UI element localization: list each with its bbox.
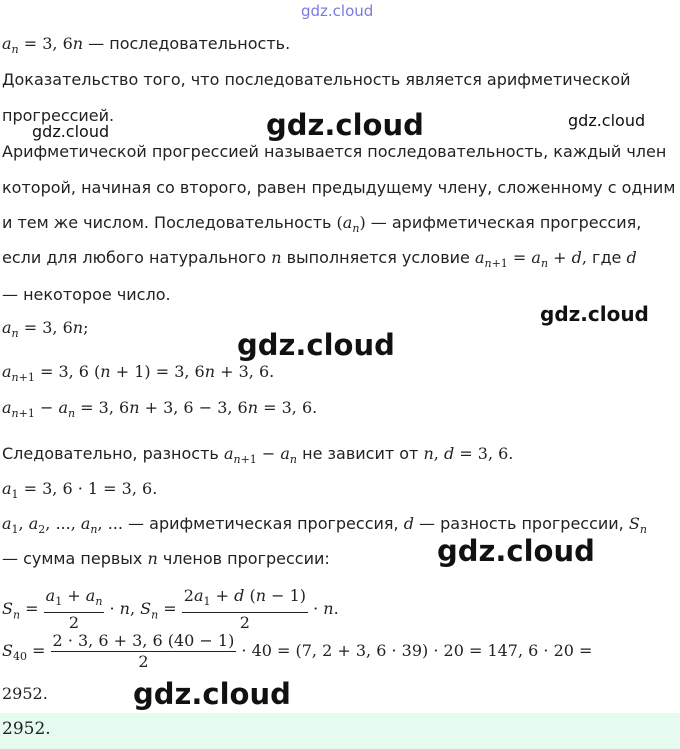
paragraph-line — [2, 248, 637, 270]
text: — сумма первых — [2, 549, 143, 568]
watermark: gdz.cloud — [540, 302, 649, 326]
formula: $S_n$ — [628, 514, 647, 537]
formula-line: $a_1 = 3$, 6 · 1 = 3, 6. — [2, 479, 158, 502]
text: членов прогрессии: — [162, 549, 330, 568]
formula-line: $a_{n+1} = 3$, 6 (n + 1) = 3, 6n + 3, 6. — [2, 362, 275, 385]
paragraph-line: Арифметической прогрессией называется последовательность, каждый член — [2, 142, 667, 161]
paragraph-line — [2, 213, 641, 235]
paragraph-line — [2, 514, 647, 536]
formula: n, d = 3, 6. — [423, 444, 514, 463]
text: — арифметическая прогрессия, — [128, 514, 399, 533]
formula: $a_n = 3$, 6n — [2, 34, 84, 57]
formula: $a_1$, $a_2$, ..., $a_n$, ... — [2, 514, 123, 537]
watermark: gdz.cloud — [32, 122, 110, 141]
sequence-definition — [2, 34, 290, 56]
formula: $(a_n)$ — [336, 213, 366, 236]
paragraph-line — [2, 549, 330, 568]
text: не зависит от — [302, 444, 419, 463]
answer-box — [0, 713, 680, 749]
watermark: gdz.cloud — [568, 111, 646, 130]
formula-line: $a_n = 3$, 6n; — [2, 318, 89, 341]
watermark: gdz.cloud — [133, 677, 291, 711]
watermark: gdz.cloud — [437, 534, 595, 568]
formula: $a_{n+1} = a_n + d$, — [474, 248, 587, 271]
formula: $a_{n+1} - a_n$ — [223, 444, 298, 467]
formula-line: 2952. — [2, 684, 48, 703]
formula: d — [403, 514, 414, 533]
answer-value: 2952. — [2, 719, 51, 739]
sum-40-formula: $S_{40}$ = $\frac{2 \cdot 3, 6 + 3, 6 (40 - 1)}{2}$ · 40 = (7, 2 + 3, 6 · 39) · 20 = 147, 6 · 20 = — [2, 631, 593, 671]
formula-line: $a_{n+1} - a_n = 3$, 6n + 3, 6 − 3, 6n = 3, 6. — [2, 398, 318, 421]
watermark: gdz.cloud — [266, 108, 424, 142]
text: — разность прогрессии, — [419, 514, 624, 533]
watermark: gdz.cloud — [237, 328, 395, 362]
paragraph-line — [2, 444, 513, 466]
text: где — [592, 248, 622, 267]
formula: n — [147, 549, 158, 568]
text: Следовательно, разность — [2, 444, 219, 463]
watermark: gdz.cloud — [301, 2, 374, 20]
text: — последовательность. — [88, 34, 291, 53]
formula: n — [271, 248, 282, 267]
paragraph-line: — некоторое число. — [2, 285, 171, 304]
text: выполняется условие — [286, 248, 470, 267]
text: и тем же числом. Последовательность — [2, 213, 332, 232]
paragraph-line: Доказательство того, что последовательность является арифметической — [2, 70, 631, 89]
paragraph-line: прогрессией. — [2, 106, 115, 125]
text: если для любого натурального — [2, 248, 267, 267]
paragraph-line: которой, начиная со второго, равен предыдущему члену, сложенному с одним — [2, 178, 676, 197]
formula: d — [626, 248, 637, 267]
text: — арифметическая прогрессия, — [370, 213, 642, 232]
sum-formula: $S_n$ = $\frac{a_1 + a_n}{2}$ · n, $S_n$ = $\frac{2a_1 + d (n - 1)}{2}$ · n. — [2, 586, 339, 633]
